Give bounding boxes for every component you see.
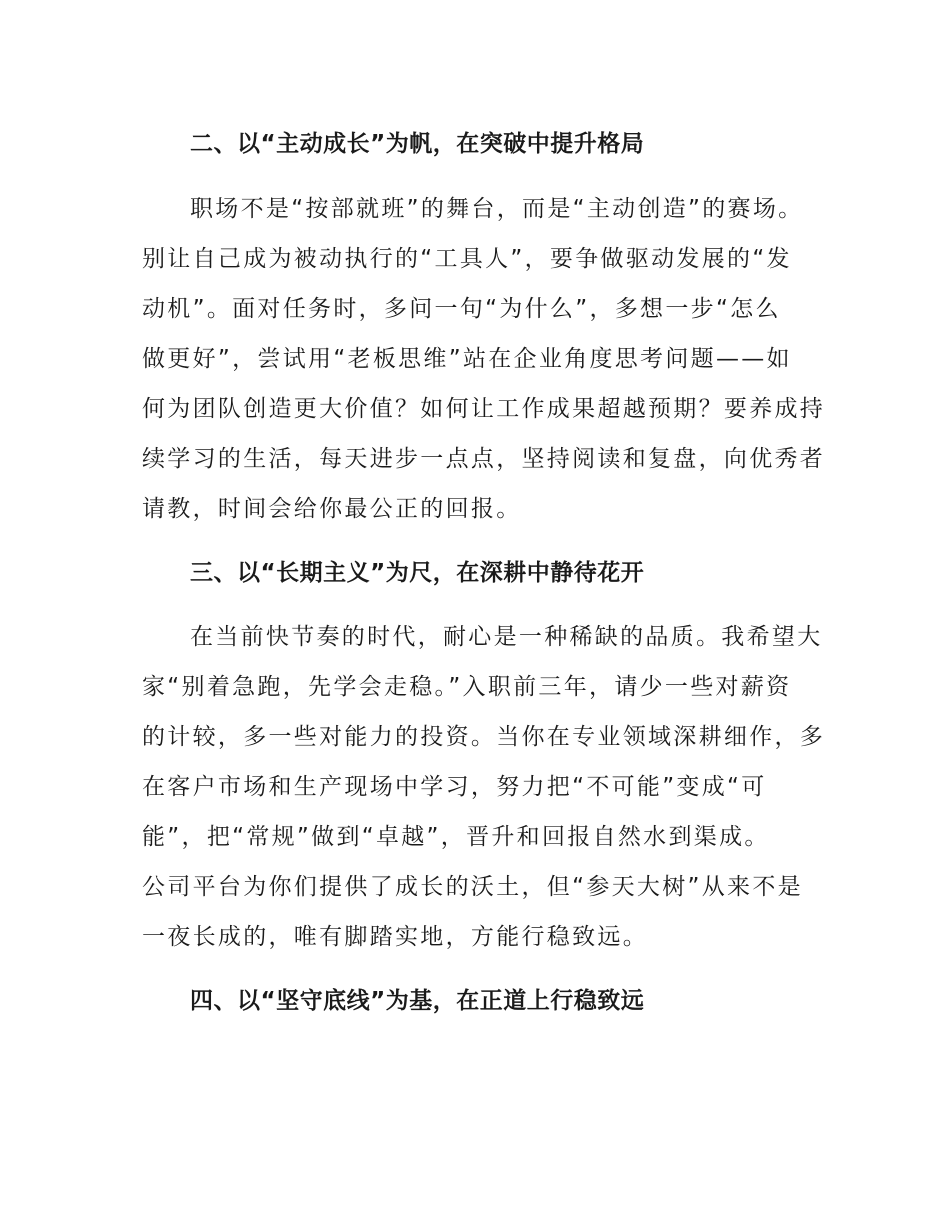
paragraph-line: 家“别着急跑，先学会走稳。”入职前三年，请少一些对薪资 [142,674,792,700]
paragraph-line: 请教，时间会给你最公正的回报。 [142,496,522,522]
paragraph-line: 在客户市场和生产现场中学习，努力把“不可能”变成“可 [142,774,767,800]
paragraph-line: 做更好”，尝试用“老板思维”站在企业角度思考问题——如 [142,346,792,372]
paragraph-line: 一夜长成的，唯有脚踏实地，方能行稳致远。 [142,924,648,950]
paragraph-line: 何为团队创造更大价值？如何让工作成果超越预期？要养成持 [142,396,826,422]
paragraph-line: 的计较，多一些对能力的投资。当你在专业领域深耕细作，多 [142,724,826,750]
paragraph-line: 动机”。面对任务时，多问一句“为什么”，多想一步“怎么 [142,296,781,322]
paragraph-line: 别让自己成为被动执行的“工具人”，要争做驱动发展的“发 [142,246,792,272]
paragraph-line: 能”，把“常规”做到“卓越”，晋升和回报自然水到渠成。 [142,824,770,850]
paragraph-line: 续学习的生活，每天进步一点点，坚持阅读和复盘，向优秀者 [142,446,826,472]
paragraph-line: 公司平台为你们提供了成长的沃土，但“参天大树”从来不是 [142,874,803,900]
paragraph-line: 在当前快节奏的时代，耐心是一种稀缺的品质。我希望大 [190,624,823,650]
section-heading-4: 四、以“坚守底线”为基，在正道上行稳致远 [190,988,645,1014]
section-heading-3: 三、以“长期主义”为尺，在深耕中静待花开 [190,560,645,586]
section-heading-2: 二、以“主动成长”为帆，在突破中提升格局 [190,131,645,157]
paragraph-line: 职场不是“按部就班”的舞台，而是“主动创造”的赛场。 [190,196,804,222]
